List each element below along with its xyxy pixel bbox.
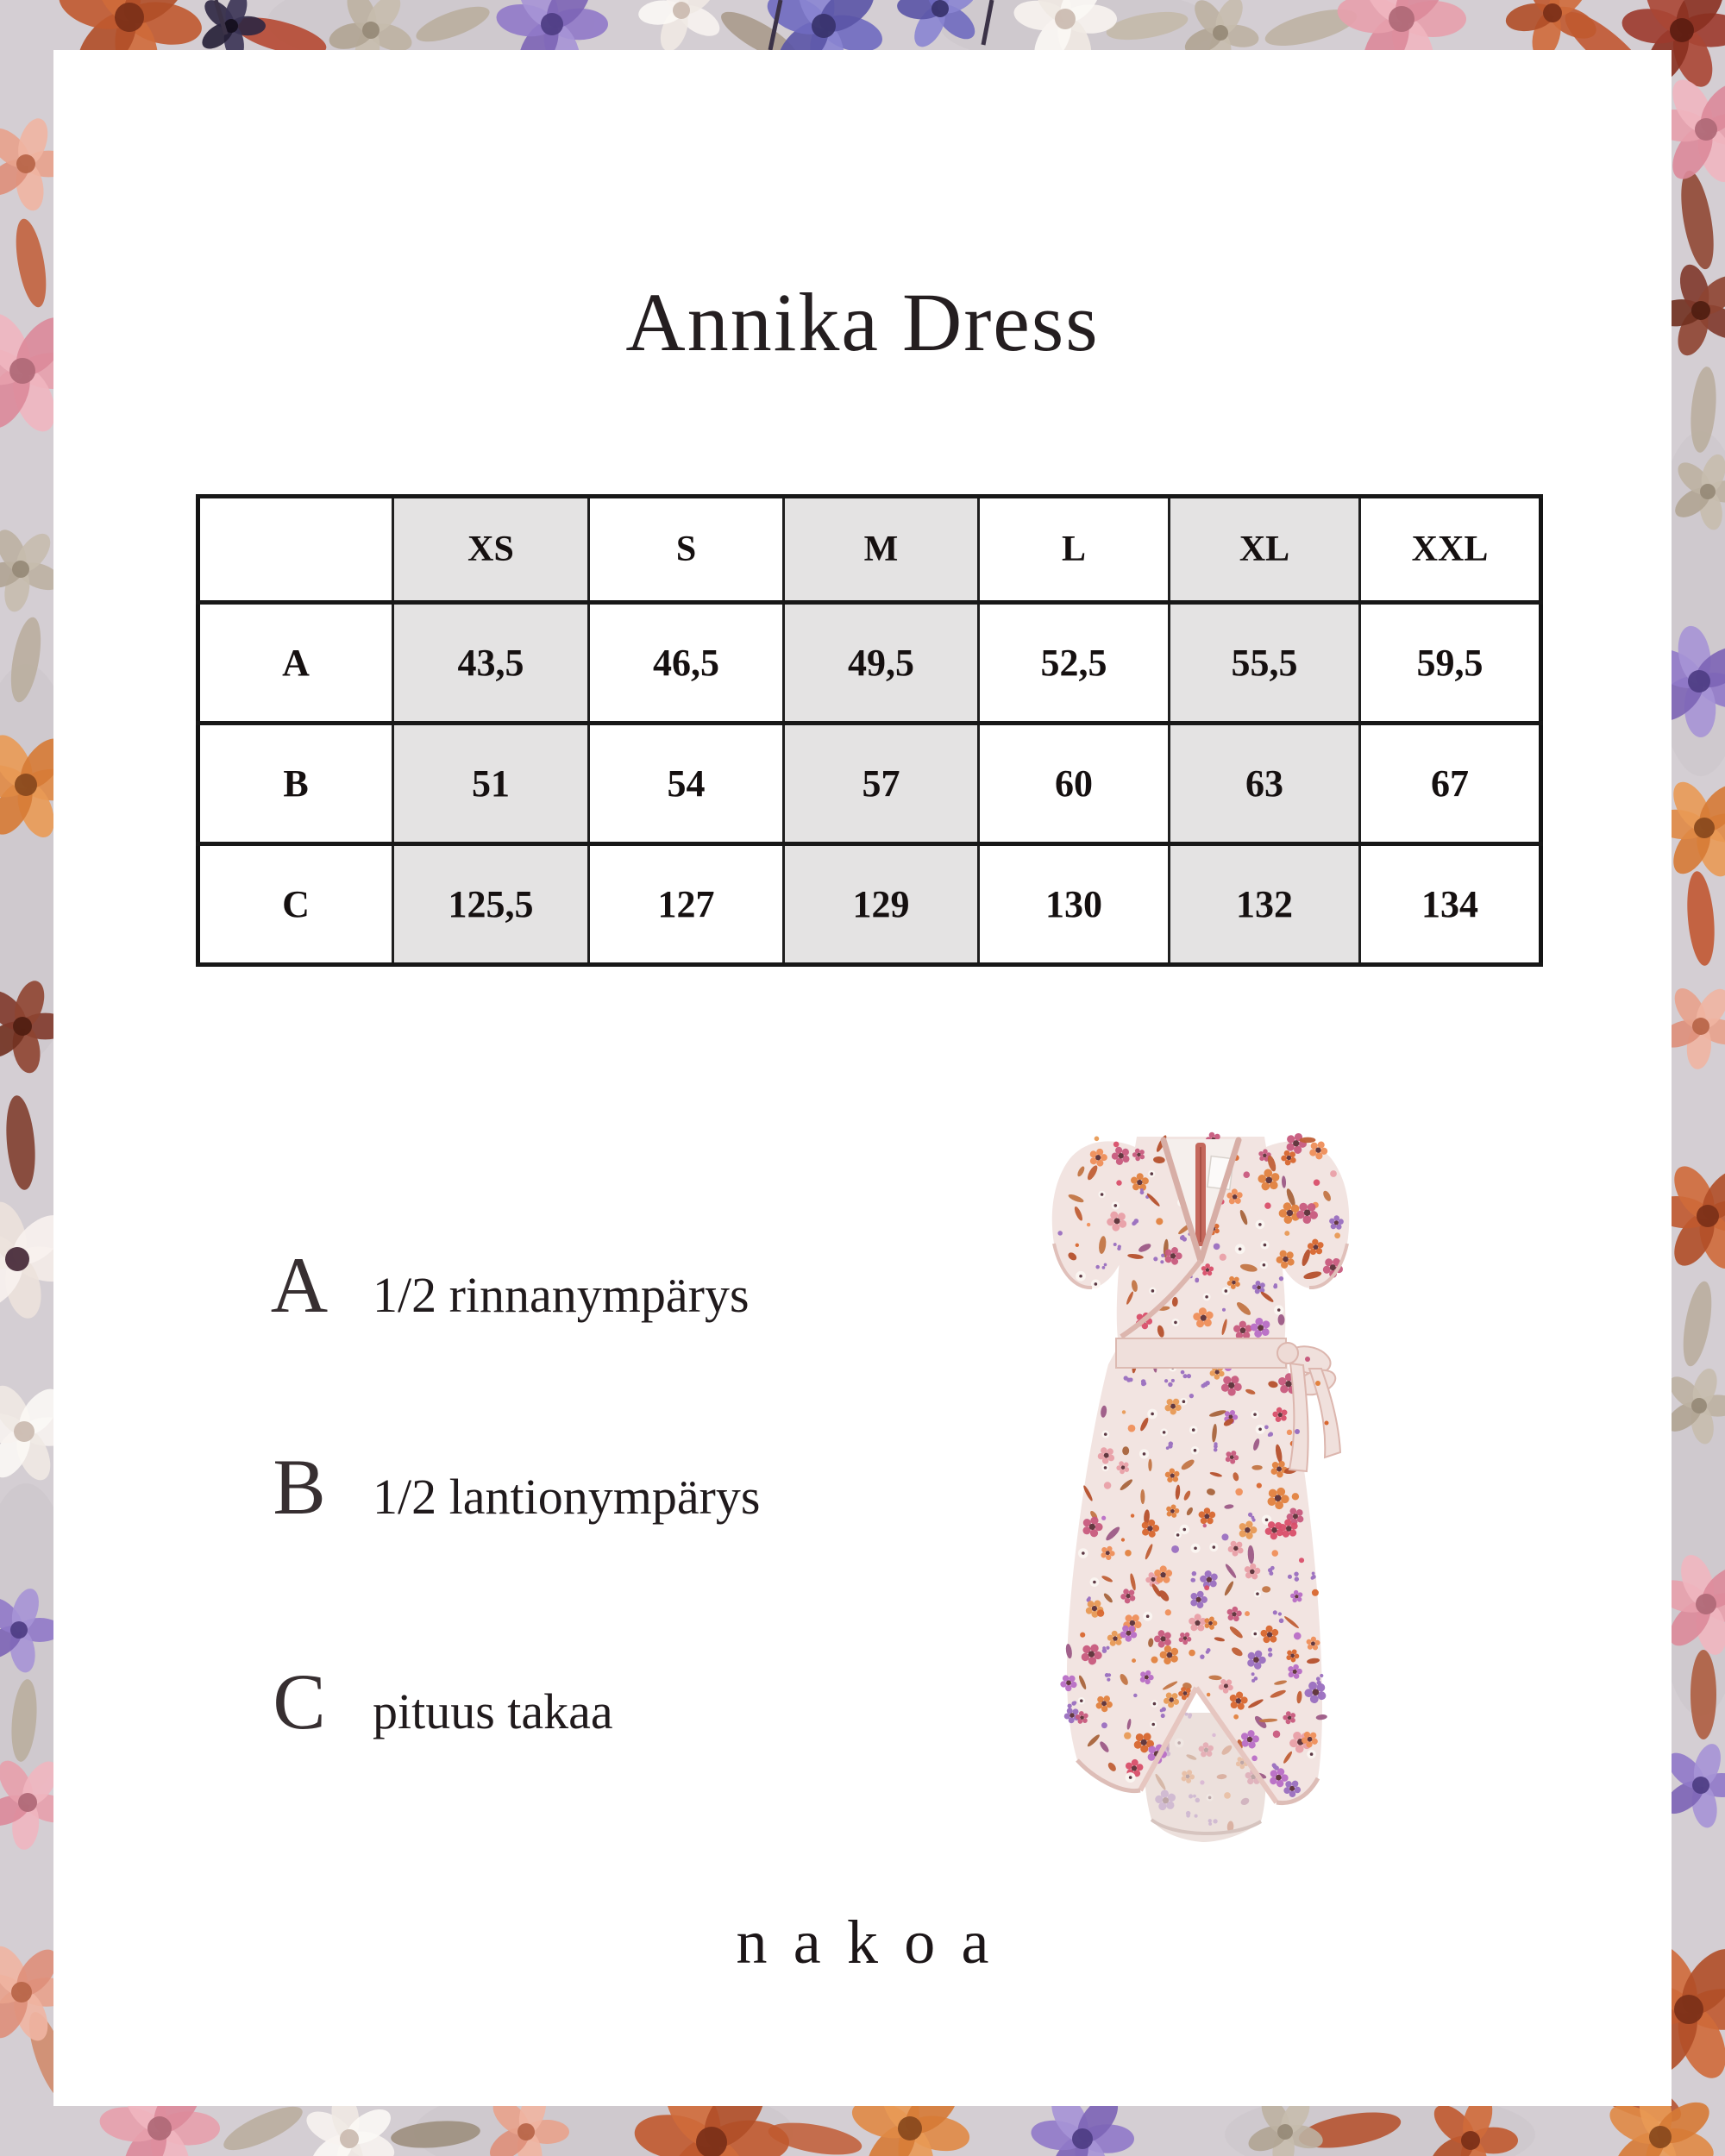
size-table-corner-cell [198,497,393,603]
size-cell: 127 [589,844,784,965]
size-table-row-c [198,844,1541,965]
size-cell: 52,5 [979,603,1170,724]
size-column-header-xl: XL [1170,497,1360,603]
size-cell: 55,5 [1170,603,1360,724]
watercolor-leaf [1690,1650,1716,1739]
legend-label-c: pituus takaa [373,1683,613,1739]
size-cell: 49,5 [784,603,979,724]
watercolor-leaf [218,2098,307,2156]
legend-key-c: C [273,1658,326,1745]
watercolor-leaf [3,1094,38,1191]
size-table-header-row [198,497,1541,603]
watercolor-leaf [10,216,52,310]
legend-key-b: B [273,1443,326,1531]
page-title: Annika Dress [625,276,1100,368]
size-cell: 125,5 [393,844,589,965]
content-card [53,50,1672,2106]
size-cell: 59,5 [1360,603,1541,724]
size-cell: 43,5 [393,603,589,724]
size-column-header-s: S [589,497,784,603]
size-table [196,494,1543,967]
row-label-a: A [198,603,393,724]
legend-row-c [248,1658,613,1745]
legend-row-a [248,1241,750,1329]
size-cell: 132 [1170,844,1360,965]
legend-row-b [248,1443,761,1531]
size-cell: 129 [784,844,979,965]
row-label-b: B [198,724,393,844]
size-cell: 46,5 [589,603,784,724]
size-cell: 60 [979,724,1170,844]
size-table-row-b [198,724,1541,844]
brand-logo: nakoa [736,1908,1015,1977]
legend-key-a: A [270,1241,329,1329]
size-table-row-a [198,603,1541,724]
size-column-header-l: L [979,497,1170,603]
watercolor-leaf [1684,870,1717,967]
size-cell: 54 [589,724,784,844]
size-cell: 51 [393,724,589,844]
legend-label-b: 1/2 lantionympärys [373,1469,761,1525]
size-column-header-xxl: XXL [1360,497,1541,603]
size-column-header-m: M [784,497,979,603]
legend-label-a: 1/2 rinnanympärys [373,1267,750,1323]
size-cell: 67 [1360,724,1541,844]
row-label-c: C [198,844,393,965]
size-column-header-xs: XS [393,497,589,603]
size-cell: 63 [1170,724,1360,844]
watercolor-leaf [1675,168,1720,272]
size-cell: 134 [1360,844,1541,965]
size-cell: 57 [784,724,979,844]
watercolor-leaf [1678,1279,1717,1368]
size-cell: 130 [979,844,1170,965]
